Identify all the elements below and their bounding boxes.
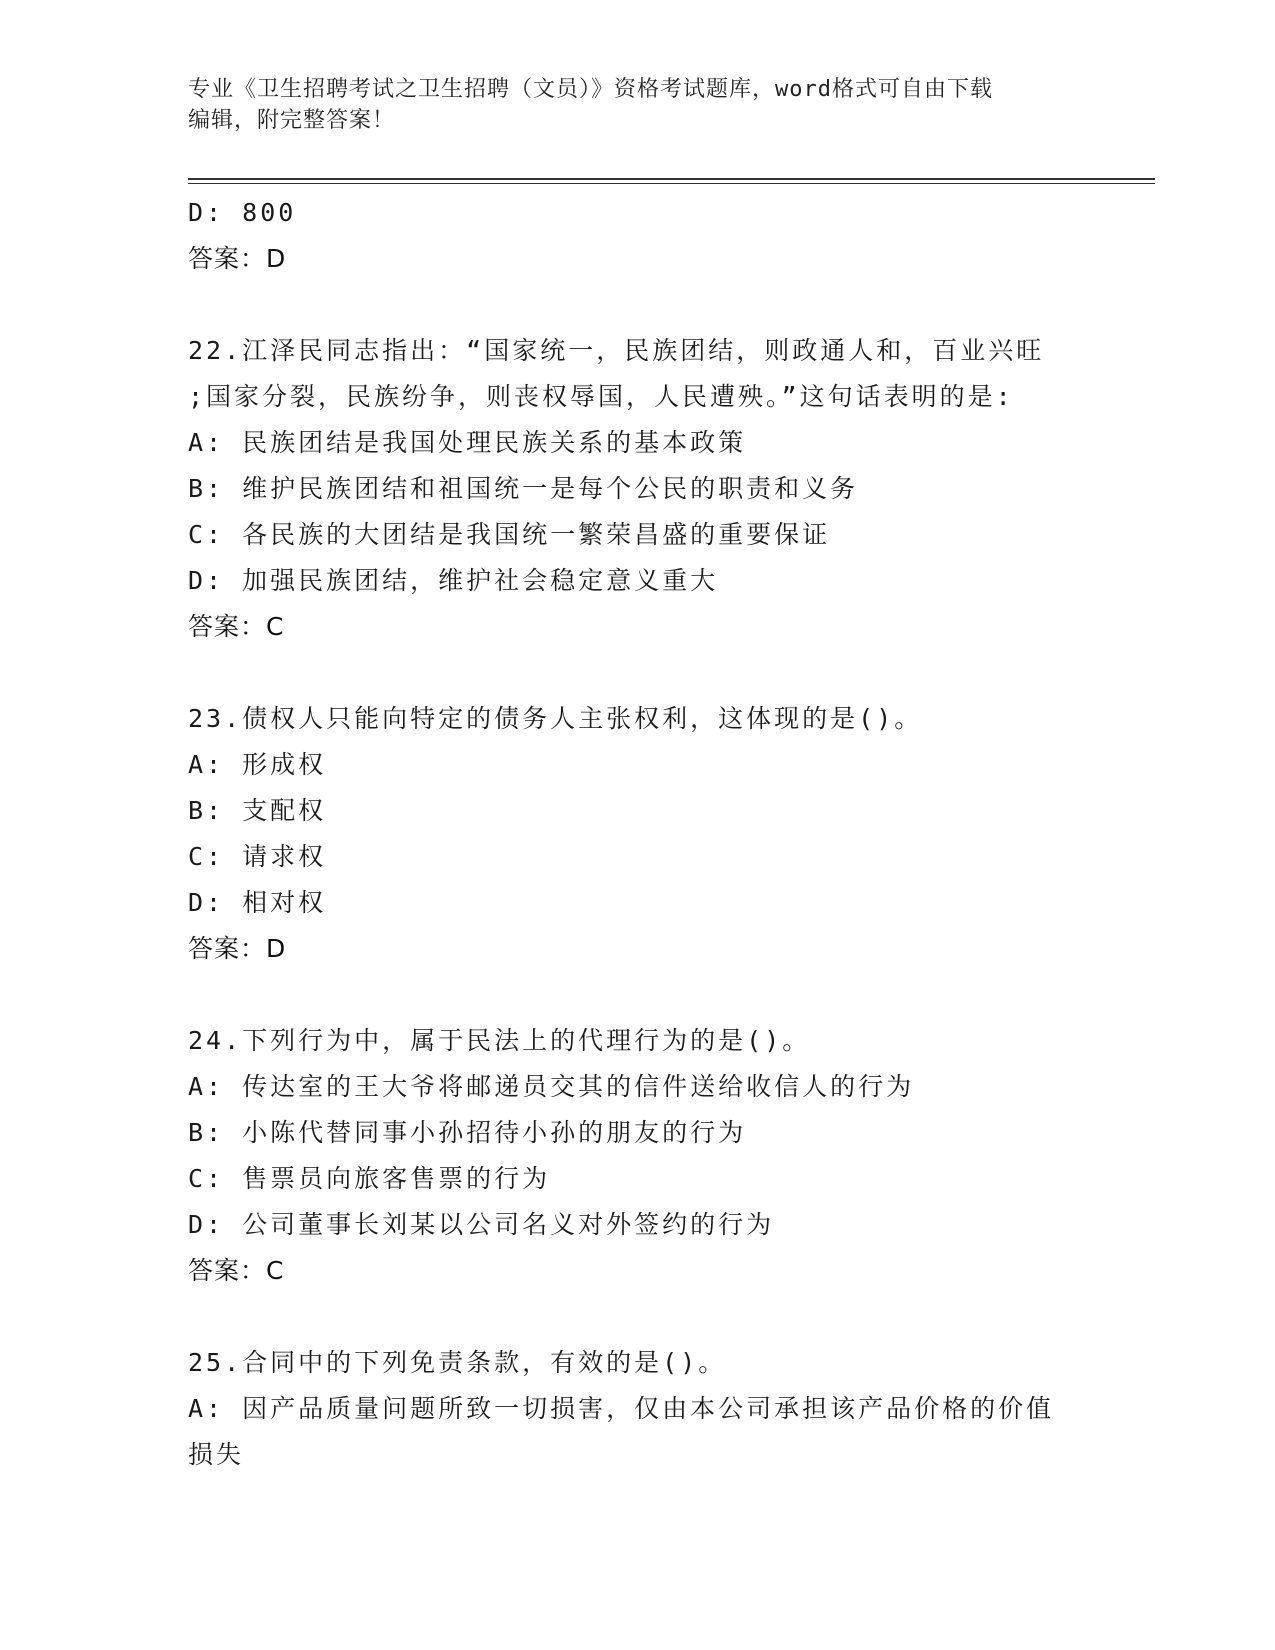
spacer [188,282,1088,328]
option-a-line-1: A: 因产品质量问题所致一切损害，仅由本公司承担该产品价格的价值 [188,1394,1055,1423]
spacer [188,972,1088,1018]
option-d: D: 800 [188,198,297,227]
header-divider-thin [188,183,1155,184]
question-block-24 [188,1018,1088,1294]
question-stem: 24.下列行为中，属于民法上的代理行为的是()。 [188,1026,811,1055]
option-b: B: 小陈代替同事小孙招待小孙的朋友的行为 [188,1118,747,1147]
answer-label: 答案：C [188,612,285,641]
option-d: D: 加强民族团结，维护社会稳定意义重大 [188,566,719,595]
spacer [188,650,1088,696]
option-a: A: 传达室的王大爷将邮递员交其的信件送给收信人的行为 [188,1072,915,1101]
question-block-22 [188,328,1088,650]
question-stem-line-2: ;国家分裂，民族纷争，则丧权辱国，人民遭殃。”这句话表明的是: [188,382,1014,411]
question-block-21 [188,190,1088,282]
question-list [188,190,1088,1478]
option-a: A: 形成权 [188,750,327,779]
option-d: D: 相对权 [188,888,327,917]
option-c: C: 售票员向旅客售票的行为 [188,1164,551,1193]
answer-label: 答案：C [188,1256,285,1285]
option-c: C: 请求权 [188,842,327,871]
option-c: C: 各民族的大团结是我国统一繁荣昌盛的重要保证 [188,520,831,549]
document-header [188,74,1088,136]
spacer [188,1294,1088,1340]
header-line-2: 编辑，附完整答案！ [188,108,396,133]
option-d: D: 公司董事长刘某以公司名义对外签约的行为 [188,1210,775,1239]
question-block-25 [188,1340,1088,1478]
question-stem: 25.合同中的下列免责条款，有效的是()。 [188,1348,727,1377]
header-line-1: 专业《卫生招聘考试之卫生招聘（文员）》资格考试题库，word格式可自由下载 [188,77,993,102]
question-stem-line-1: 22.江泽民同志指出：“国家统一，民族团结，则政通人和，百业兴旺 [188,336,1045,365]
answer-label: 答案：D [188,934,287,963]
option-a-line-2: 损失 [188,1440,245,1469]
question-block-23 [188,696,1088,972]
question-stem: 23.债权人只能向特定的债务人主张权利，这体现的是()。 [188,704,923,733]
answer-label: 答案：D [188,244,287,273]
option-b: B: 维护民族团结和祖国统一是每个公民的职责和义务 [188,474,859,503]
header-divider-thick [188,178,1155,180]
option-b: B: 支配权 [188,796,327,825]
option-a: A: 民族团结是我国处理民族关系的基本政策 [188,428,747,457]
